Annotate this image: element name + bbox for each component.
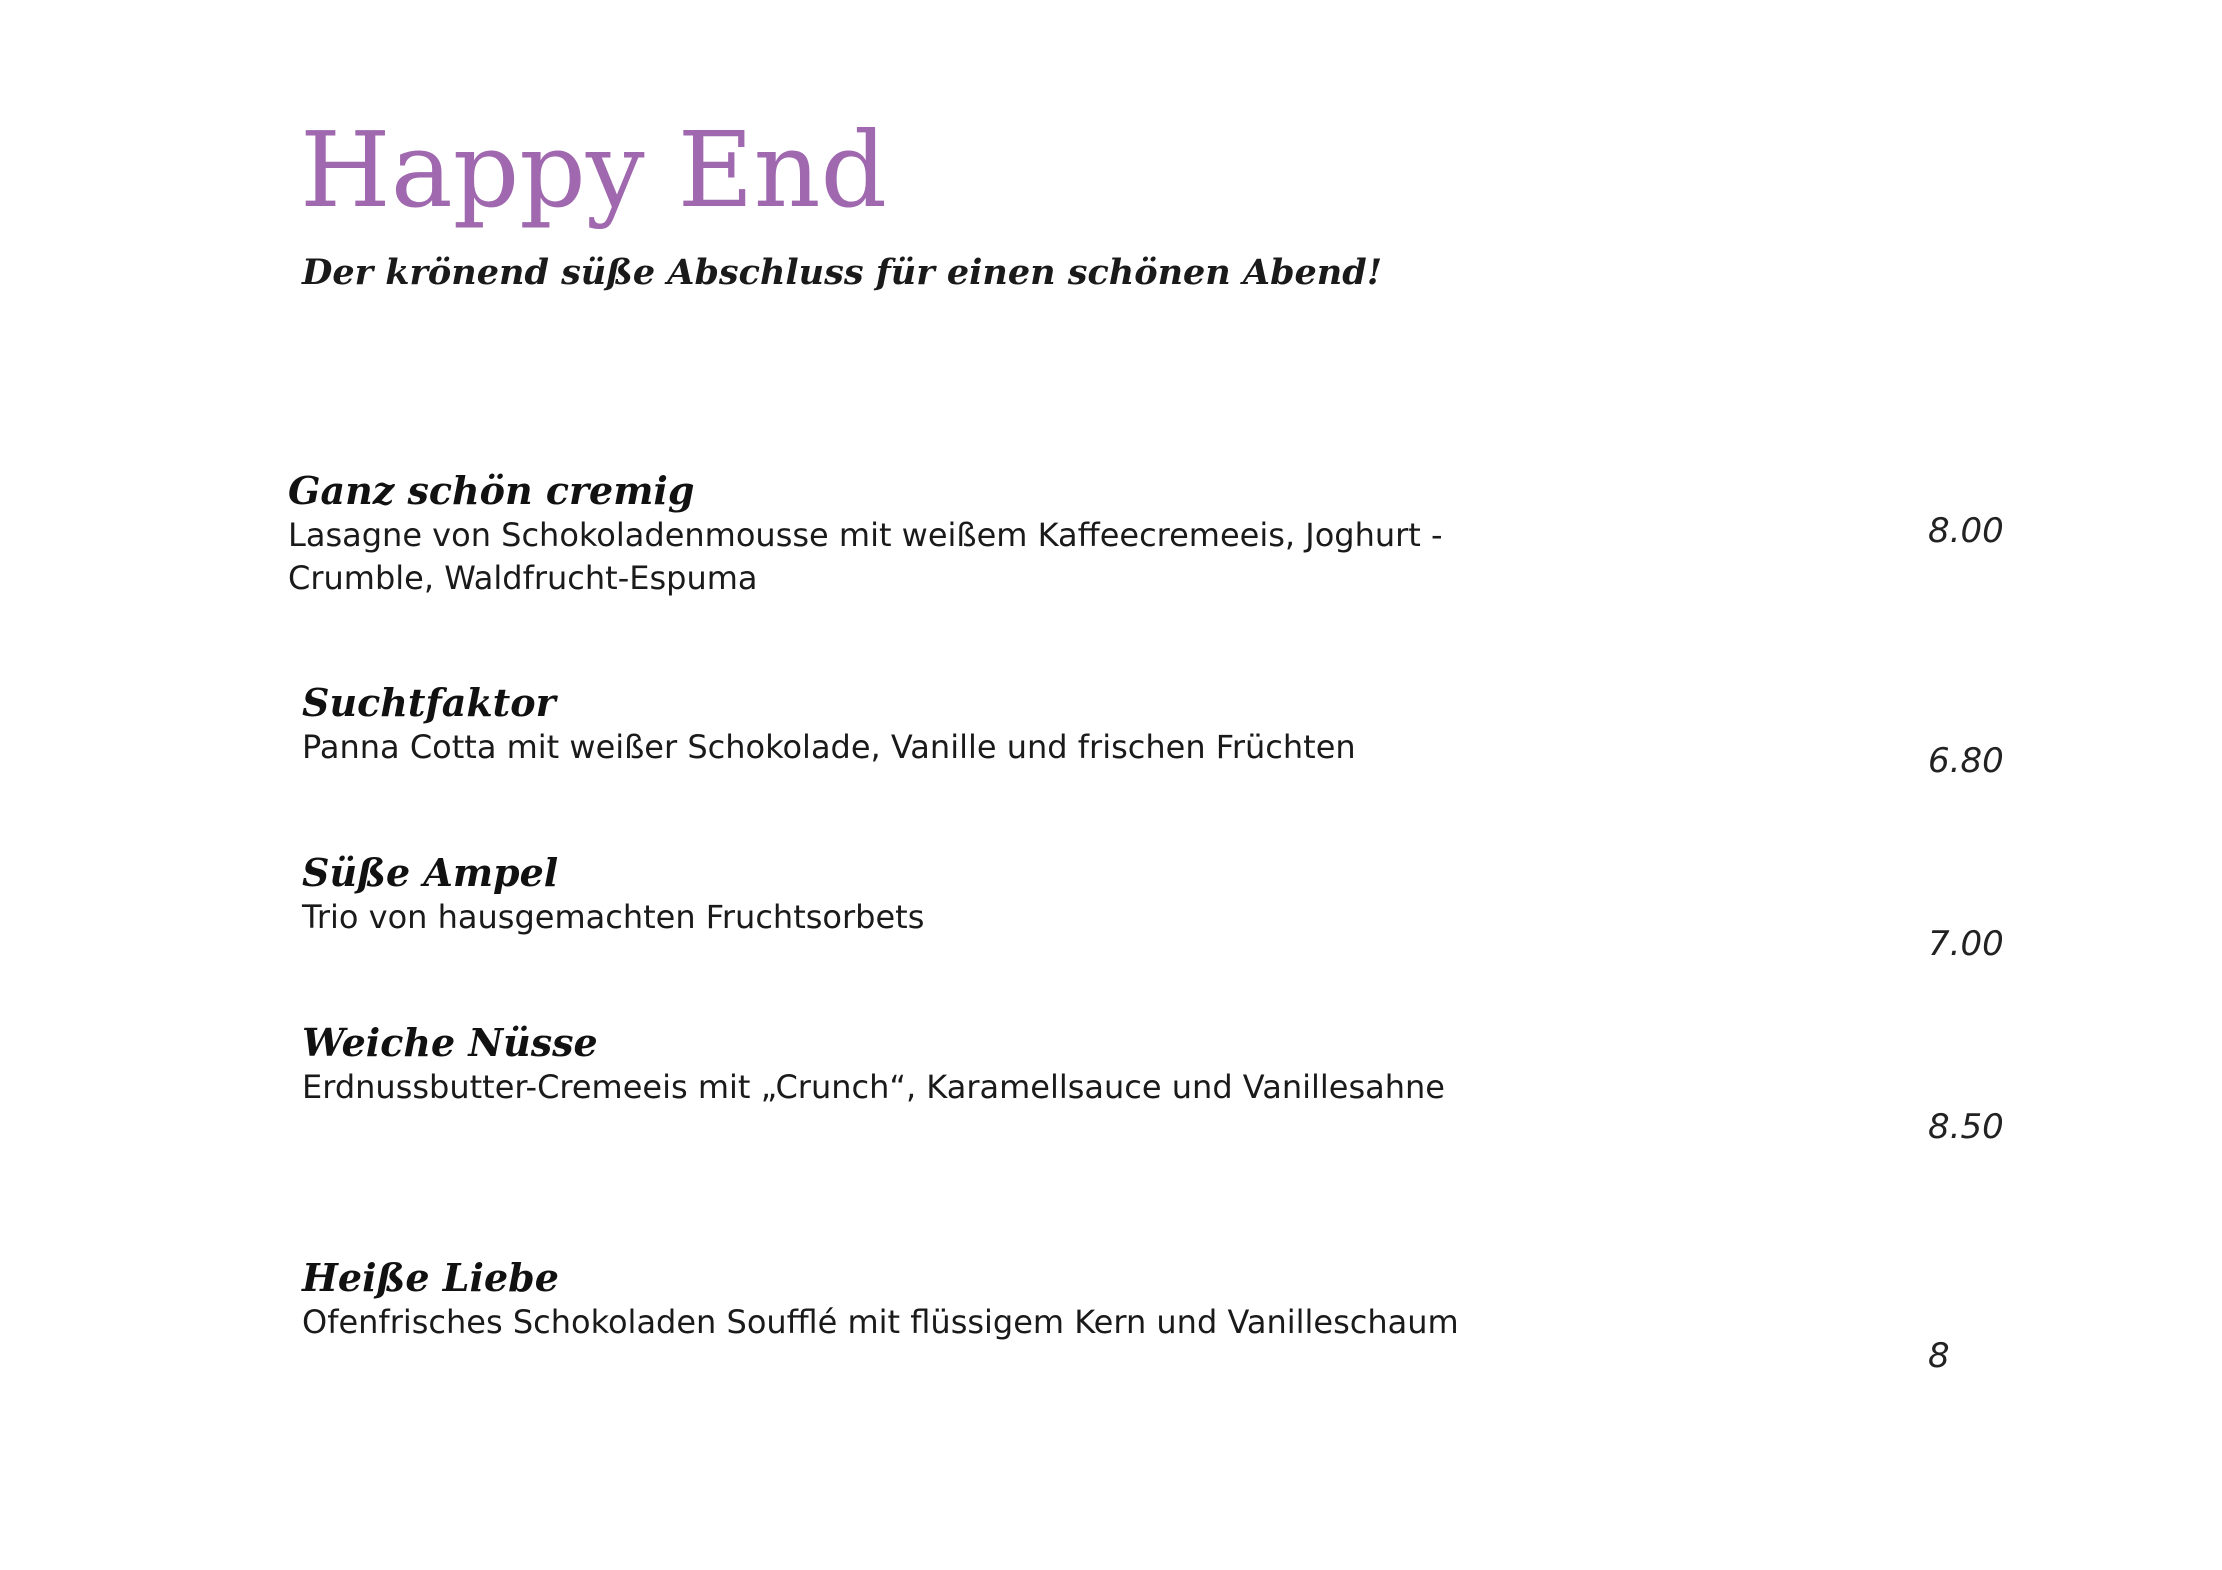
menu-item-suchtfaktor	[302, 680, 1862, 769]
menu-item-name: Ganz schön cremig	[288, 468, 695, 513]
menu-item-ganz-schoen-cremig	[288, 468, 1568, 600]
menu-item-heisse-liebe	[302, 1255, 1862, 1344]
menu-subtitle: Der krönend süße Abschluss für einen schönen Abend!	[302, 252, 1383, 293]
menu-item-suesse-ampel	[302, 850, 1862, 939]
menu-item-description: Lasagne von Schokoladenmousse mit weißem Kaffeecremeeis, Joghurt - Crumble, Waldfrucht-Espuma	[288, 516, 1443, 597]
menu-item-price: 8.00	[1928, 511, 2004, 551]
menu-item-name: Süße Ampel	[302, 850, 559, 895]
menu-item-price: 8	[1928, 1336, 1950, 1376]
menu-title: Happy End	[300, 109, 888, 231]
menu-item-description: Trio von hausgemachten Fruchtsorbets	[302, 898, 925, 936]
menu-item-name: Heiße Liebe	[302, 1255, 559, 1300]
menu-item-weiche-nuesse	[302, 1020, 1862, 1109]
menu-item-name: Suchtfaktor	[302, 680, 556, 725]
menu-item-price: 7.00	[1928, 924, 2004, 964]
menu-item-description: Erdnussbutter-Cremeeis mit „Crunch“, Karamellsauce und Vanillesahne	[302, 1068, 1445, 1106]
menu-item-description: Panna Cotta mit weißer Schokolade, Vanille und frischen Früchten	[302, 728, 1356, 766]
menu-item-price: 6.80	[1928, 741, 2004, 781]
menu-item-description: Ofenfrisches Schokoladen Soufflé mit flüssigem Kern und Vanilleschaum	[302, 1303, 1459, 1341]
menu-item-name: Weiche Nüsse	[302, 1020, 598, 1065]
menu-item-price: 8.50	[1928, 1107, 2004, 1147]
